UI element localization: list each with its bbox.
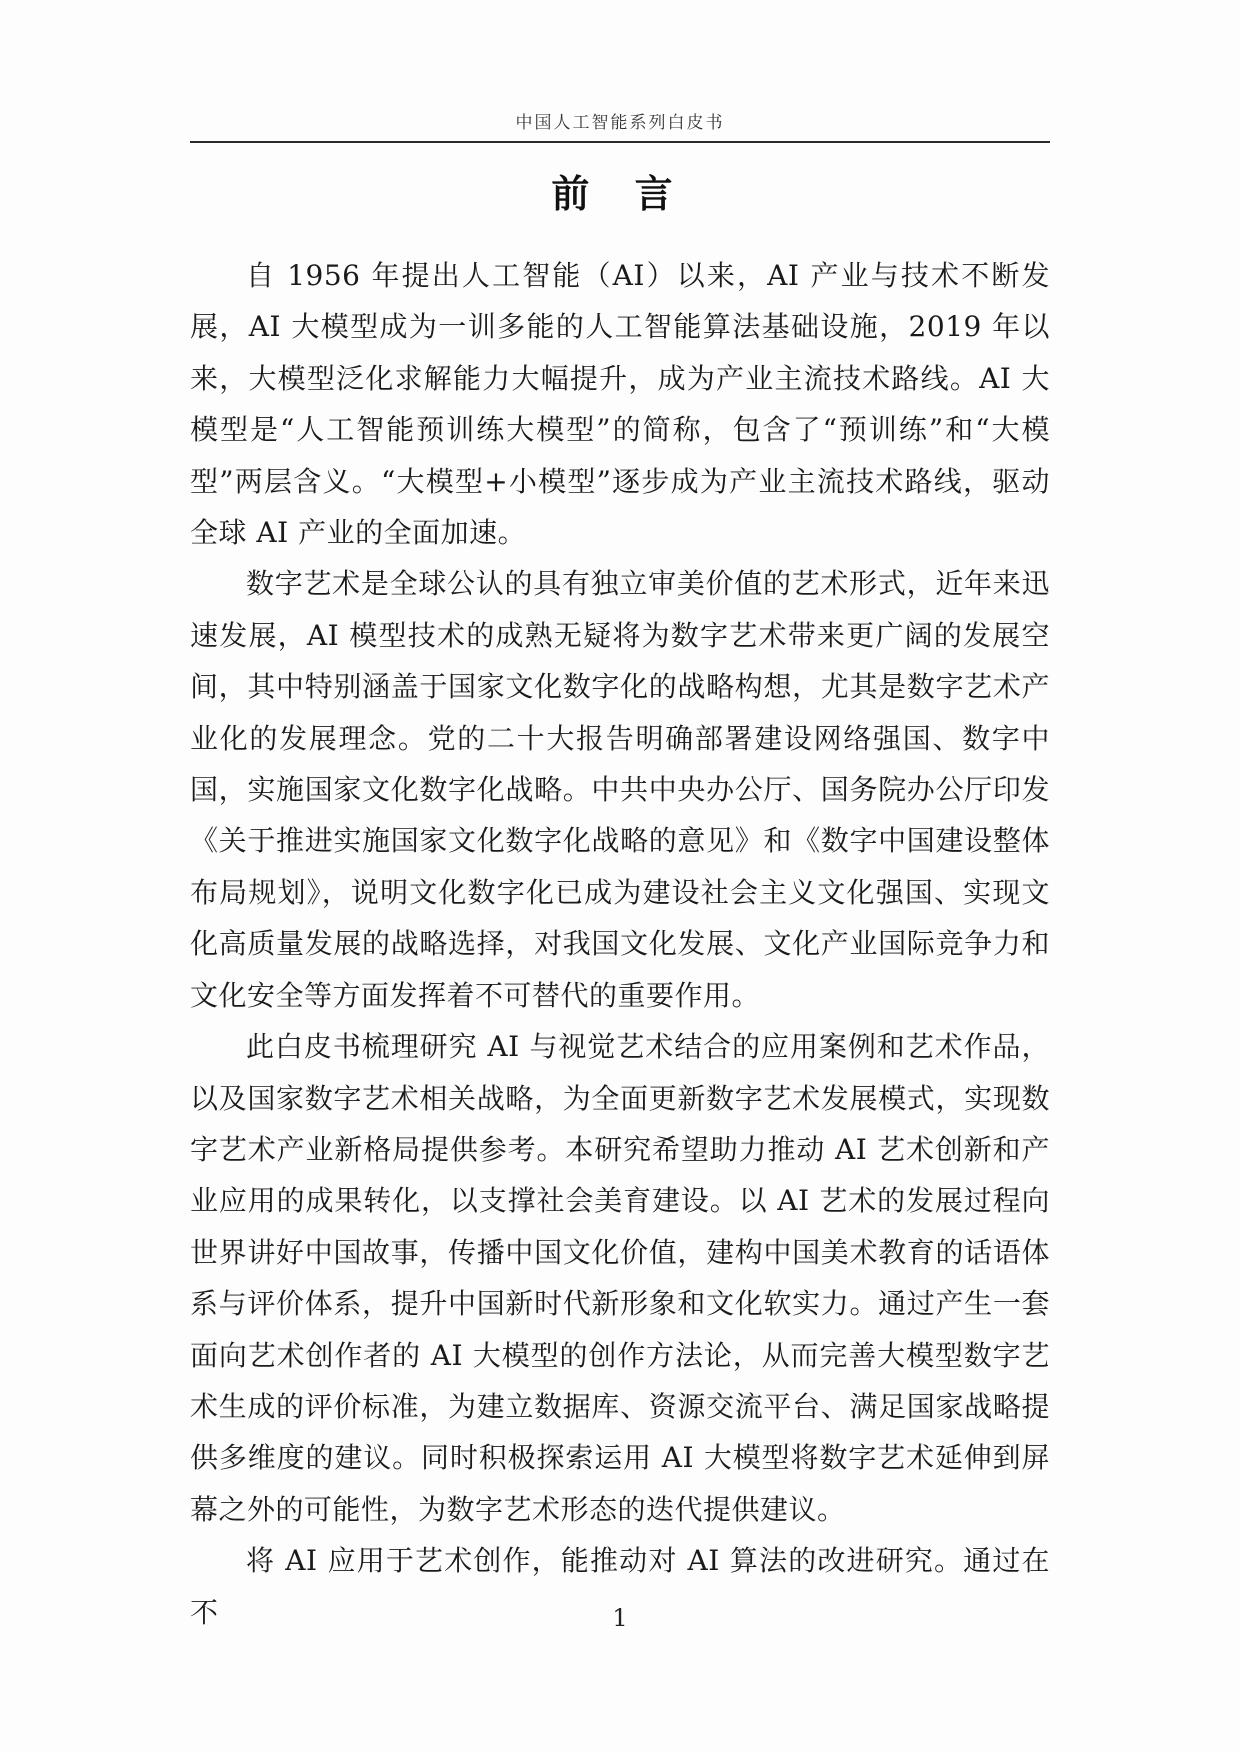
body-text xyxy=(190,250,1050,1638)
page-number: 1 xyxy=(612,1604,628,1632)
running-header: 中国人工智能系列白皮书 xyxy=(515,113,725,133)
paragraph-2: 数字艺术是全球公认的具有独立审美价值的艺术形式，近年来迅速发展，AI 模型技术的成熟无疑将为数字艺术带来更广阔的发展空间，其中特别涵盖于国家文化数字化的战略构想，尤其是数字艺术产业化的发展理念。党的二十大报告明确部署建设网络强国、数字中国，实施国家文化数字化战略。中共中央办公厅、国务院办公厅印发《关于推进实施国家文化数字化战略的意见》和《数字中国建设整体布局规划》，说明文化数字化已成为建设社会主义文化强国、实现文化高质量发展的战略选择，对我国文化发展、文化产业国际竞争力和文化安全等方面发挥着不可替代的重要作用。 xyxy=(190,567,1050,1012)
page-title: 前 言 xyxy=(551,171,689,216)
paragraph-3: 此白皮书梳理研究 AI 与视觉艺术结合的应用案例和艺术作品，以及国家数字艺术相关战略，为全面更新数字艺术发展模式，实现数字艺术产业新格局提供参考。本研究希望助力推动 AI 艺术创新和产业应用的成果转化，以支撑社会美育建设。以 AI 艺术的发展过程向世界讲好中国故事，传播中国文化价值，建构中国美术教育的话语体系与评价体系，提升中国新时代新形象和文化软实力。通过产生一套面向艺术创作者的 AI 大模型的创作方法论，从而完善大模型数字艺术生成的评价标准，为建立数据库、资源交流平台、满足国家战略提供多维度的建议。同时积极探索运用 AI 大模型将数字艺术延伸到屏幕之外的可能性，为数字艺术形态的迭代提供建议。 xyxy=(190,1030,1050,1526)
header-rule xyxy=(190,141,1050,143)
paragraph-1: 自 1956 年提出人工智能（AI）以来，AI 产业与技术不断发展，AI 大模型成为一训多能的人工智能算法基础设施，2019 年以来，大模型泛化求解能力大幅提升，成为产业主流技术路线。AI 大模型是“人工智能预训练大模型”的简称，包含了“预训练”和“大模型”两层含义。“大模型+小模型”逐步成为产业主流技术路线，驱动全球 AI 产业的全面加速。 xyxy=(190,259,1050,550)
paragraph-4: 将 AI 应用于艺术创作，能推动对 AI 算法的改进研究。通过在不 xyxy=(190,1544,1050,1629)
